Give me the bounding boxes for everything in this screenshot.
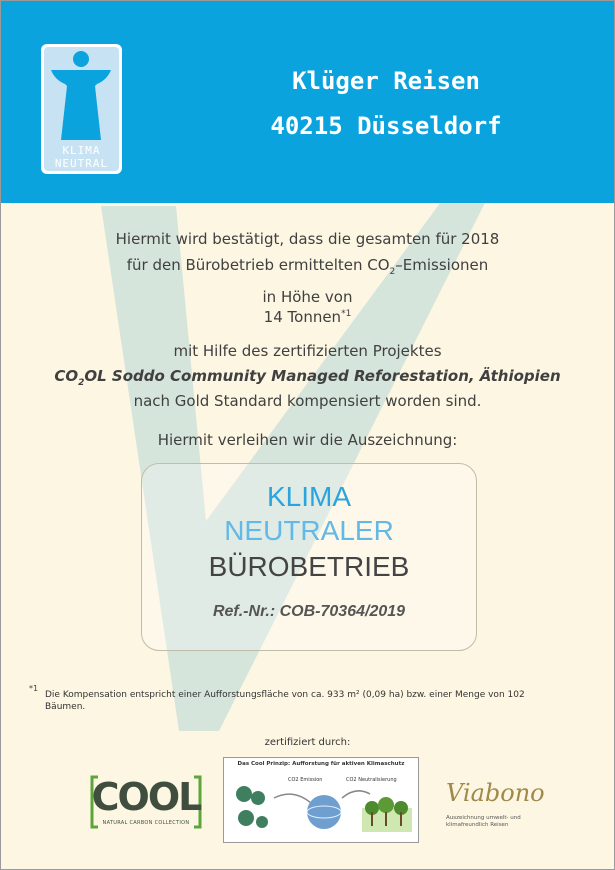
text-line-2: für den Bürobetrieb ermittelten $CO_2$–Emissionen [126,256,489,277]
reference-number: Ref.-Nr.: COB-70364/2019 [212,603,406,620]
logo-line1: KLIMA [62,144,101,157]
award-line-2: NEUTRALER [224,515,394,546]
prinzip-label-emission: CO2 Emission [288,777,323,783]
text-line-1: Hiermit wird bestätigt, dass die gesamten für 2018 [115,230,500,248]
cool-name: COOL [91,775,201,819]
cool-subtitle: NATURAL CARBON COLLECTION [102,820,190,826]
viabono-subtitle: Auszeichnung umwelt- und klimafreundlich Reisen [446,815,521,828]
prinzip-illustration-icon [224,758,418,842]
award-line-3: BÜROBETRIEB [208,551,410,582]
certified-by-label: zertifiziert durch: [264,737,351,748]
prinzip-title: Das Cool Prinzip: Aufforstung für aktiven Klimaschutz [237,761,405,767]
text-line-4: 14 Tonnen$^{*1}$ [263,308,352,326]
company-name: Klüger Reisen [292,67,480,95]
footnote-marker: *1 [29,684,39,693]
klima-neutral-logo [41,44,122,174]
cool-logo [90,774,202,831]
project-name: $CO_2OL$ Soddo Community Managed Reforestation, Äthiopien [54,367,561,388]
award-line-1: KLIMA [266,481,352,512]
viabono-logo-name: Viabono [446,779,545,807]
company-city: 40215 Düsseldorf [270,112,502,140]
award-box [141,463,477,651]
text-line-7: nach Gold Standard kompensiert worden sind. [133,392,482,410]
header-banner [1,1,614,203]
cool-prinzip-graphic [223,757,419,843]
footnote-text: Die Kompensation entspricht einer Aufforstungsfläche von ca. 933 m² (0,09 ha) bzw. einer Menge von 102 Bäumen. [45,690,525,712]
logo-line2: NEUTRAL [54,157,109,170]
prinzip-label-neutral: CO2 Neutralisierung [346,777,397,783]
text-line-5: mit Hilfe des zertifizierten Projektes [173,342,442,360]
text-line-8: Hiermit verleihen wir die Auszeichnung: [157,431,458,449]
text-line-3: in Höhe von [262,288,353,306]
